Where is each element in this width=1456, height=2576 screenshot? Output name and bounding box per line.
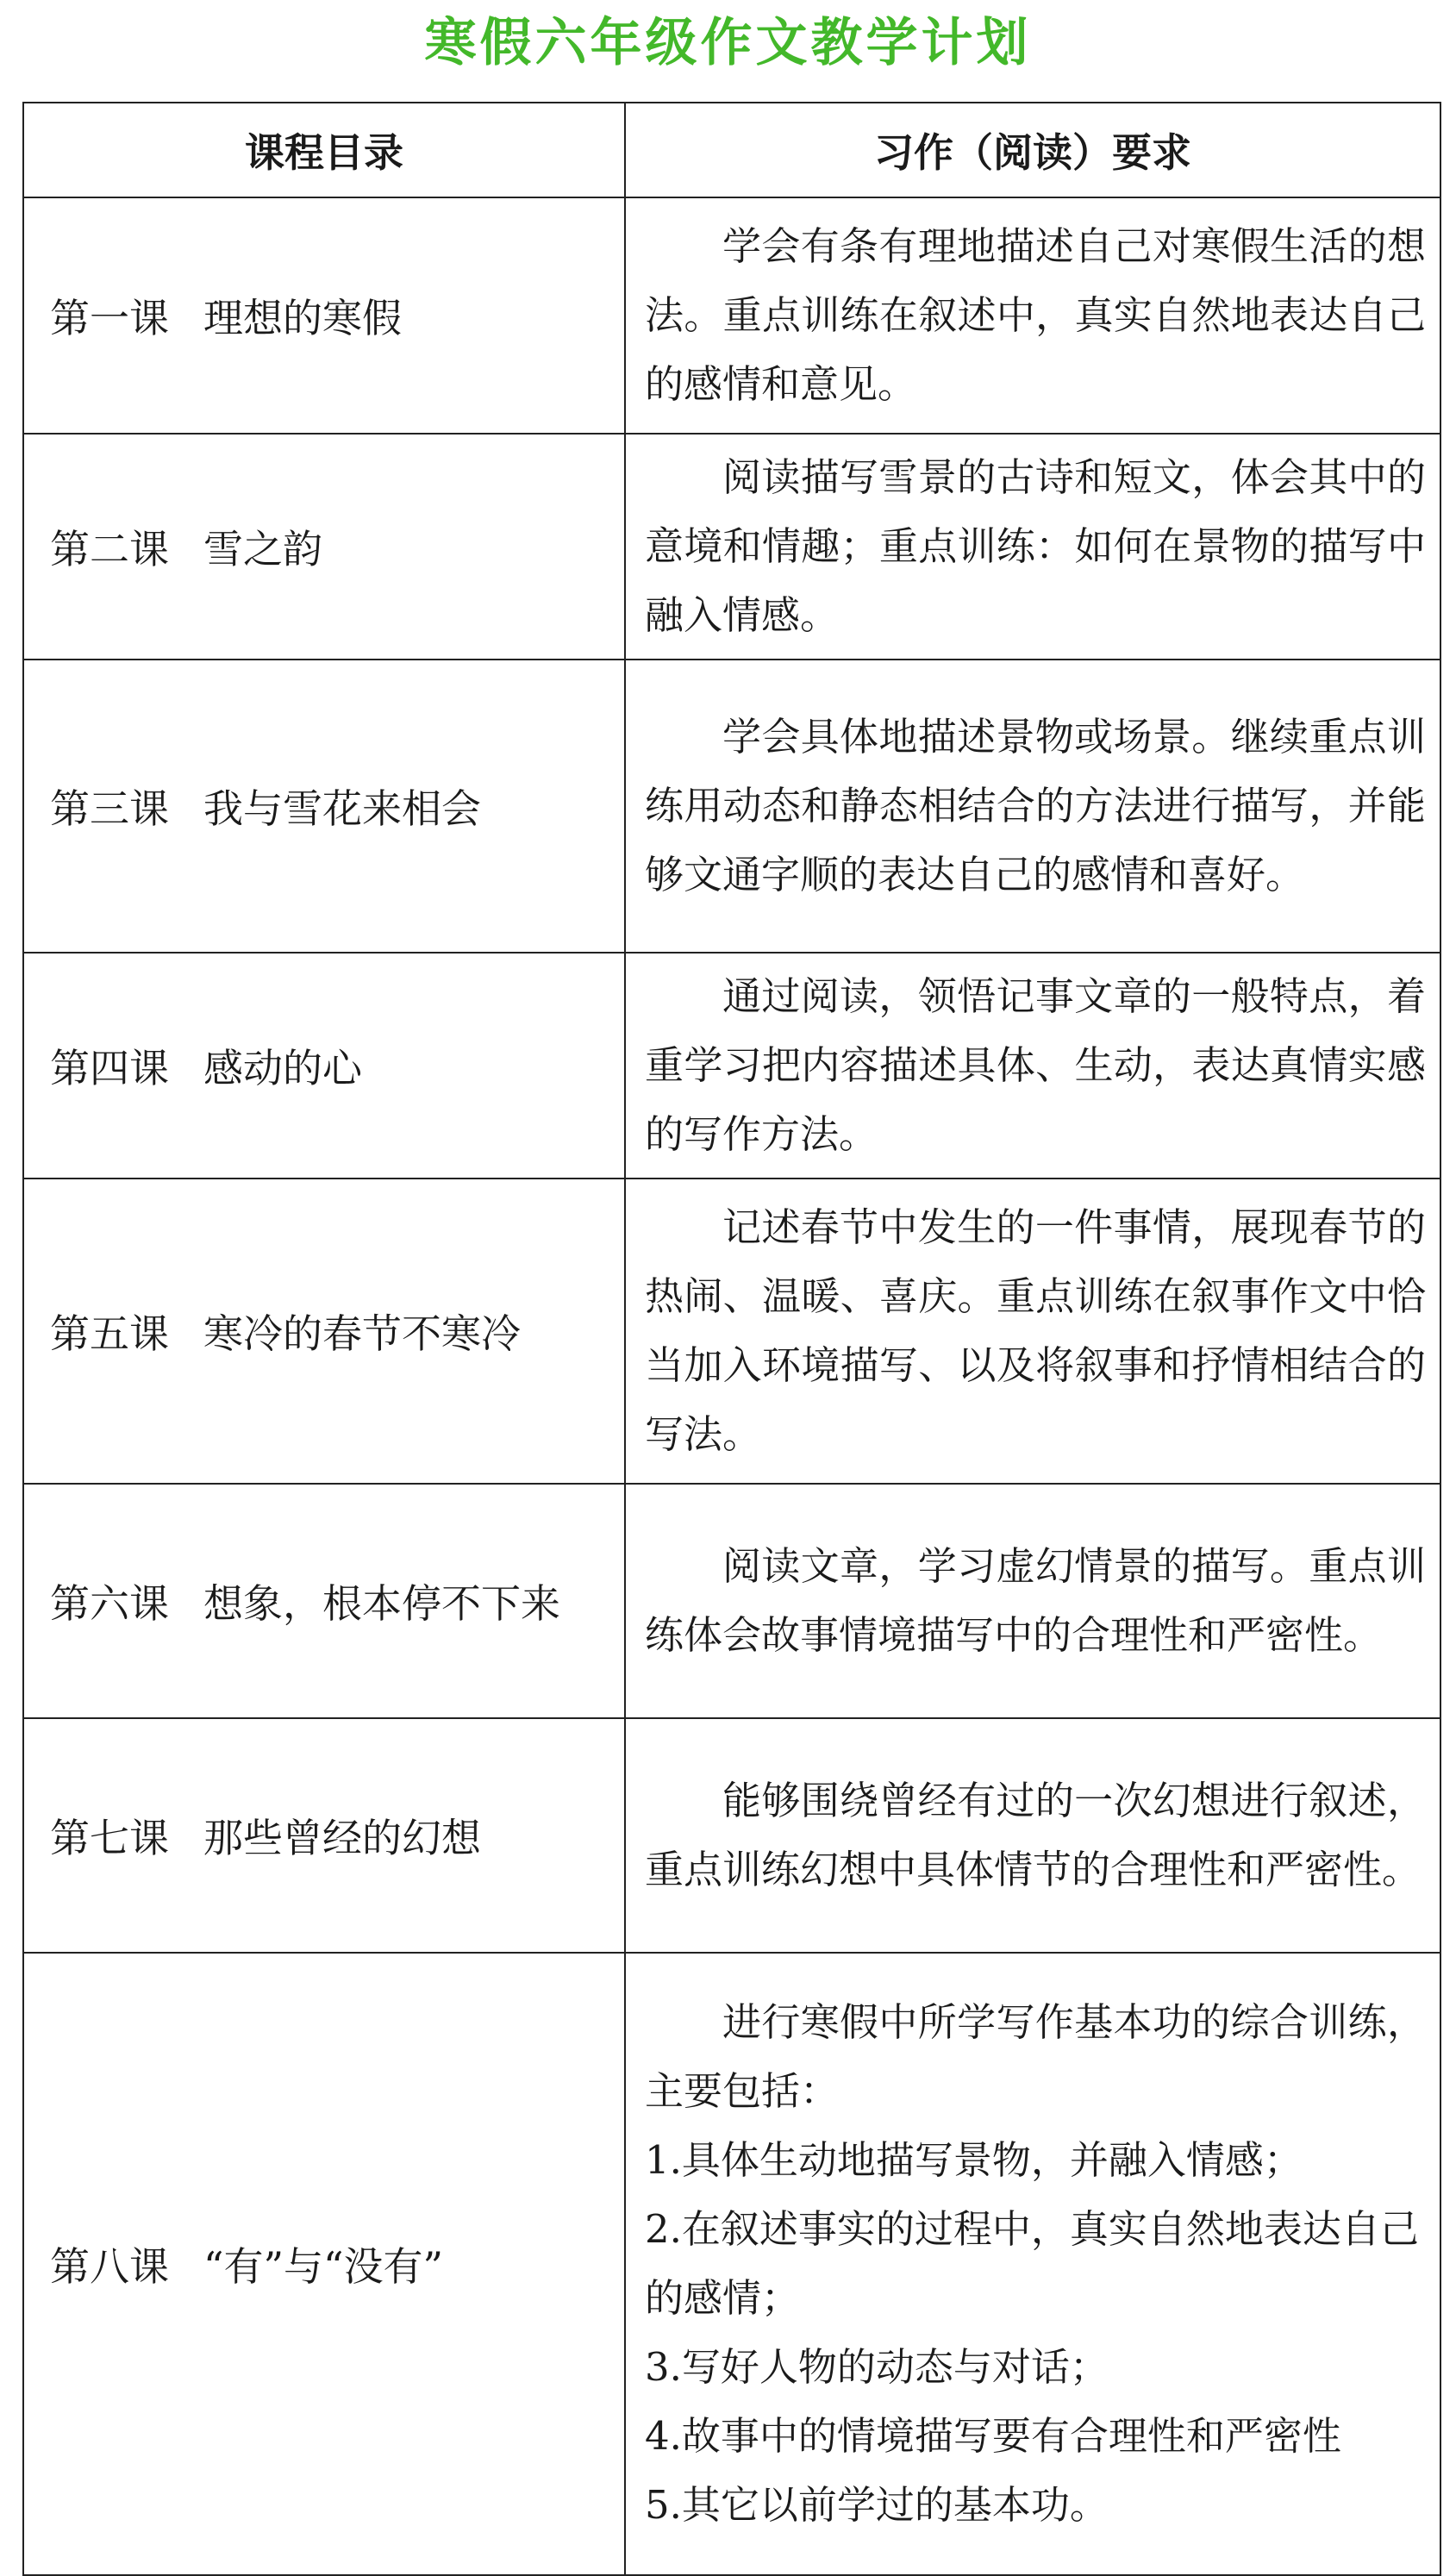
lesson-cell	[23, 660, 625, 953]
table-header-row	[23, 103, 1440, 197]
lesson-topic: 寒冷的春节不寒冷	[203, 1310, 521, 1357]
requirement-cell	[625, 1484, 1440, 1718]
requirement-cell	[625, 197, 1440, 434]
column-header-lesson: 课程目录	[23, 103, 625, 197]
lesson-topic: 那些曾经的幻想	[203, 1815, 481, 1861]
lesson-number: 第五课	[50, 1310, 169, 1357]
column-header-requirement: 习作（阅读）要求	[625, 103, 1440, 197]
requirement-cell	[625, 953, 1440, 1179]
table-row	[23, 1179, 1440, 1484]
table-row	[23, 434, 1440, 660]
table-row	[23, 953, 1440, 1179]
lesson-cell	[23, 1484, 625, 1718]
table-row	[23, 1953, 1440, 2575]
requirement-text: 阅读文章，学习虚幻情景的描写。重点训练体会故事情境描写中的合理性和严密性。	[645, 1543, 1426, 1658]
requirement-cell	[625, 1179, 1440, 1484]
lesson-topic: “有”与“没有”	[203, 2243, 444, 2290]
requirement-cell	[625, 1718, 1440, 1953]
lesson-number: 第七课	[50, 1815, 169, 1861]
table-row	[23, 197, 1440, 434]
table-row	[23, 1718, 1440, 1953]
lesson-number: 第一课	[50, 295, 169, 341]
lesson-topic: 理想的寒假	[203, 295, 402, 341]
table-row	[23, 1484, 1440, 1718]
lesson-cell	[23, 1718, 625, 1953]
lesson-topic: 雪之韵	[203, 526, 322, 572]
list-item: 3.写好人物的动态与对话；	[645, 2344, 1109, 2390]
lesson-plan-table	[22, 102, 1441, 2576]
lesson-cell	[23, 1179, 625, 1484]
lesson-cell	[23, 197, 625, 434]
lesson-number: 第八课	[50, 2243, 169, 2290]
requirement-text: 阅读描写雪景的古诗和短文，体会其中的意境和情趣；重点训练：如何在景物的描写中融入情感。	[645, 454, 1426, 638]
lesson-cell	[23, 1953, 625, 2575]
requirement-text: 进行寒假中所学写作基本功的综合训练，主要包括：	[645, 1999, 1426, 2114]
requirement-text: 学会具体地描述景物或场景。继续重点训练用动态和静态相结合的方法进行描写，并能够文通字顺的表达自己的感情和喜好。	[645, 714, 1426, 897]
requirement-cell	[625, 660, 1440, 953]
lesson-cell	[23, 953, 625, 1179]
list-item: 4.故事中的情境描写要有合理性和严密性	[645, 2413, 1341, 2459]
list-item: 1.具体生动地描写景物，并融入情感；	[645, 2137, 1303, 2183]
page-title: 寒假六年级作文教学计划	[424, 13, 1032, 73]
skill-list	[645, 2126, 1426, 2540]
requirement-text: 能够围绕曾经有过的一次幻想进行叙述，重点训练幻想中具体情节的合理性和严密性。	[645, 1778, 1426, 1892]
requirement-text: 记述春节中发生的一件事情，展现春节的热闹、温暖、喜庆。重点训练在叙事作文中恰当加入环境描写、以及将叙事和抒情相结合的写法。	[645, 1204, 1426, 1457]
list-item: 2.在叙述事实的过程中，真实自然地表达自己的感情；	[645, 2206, 1419, 2321]
lesson-number: 第三课	[50, 785, 169, 832]
lesson-number: 第二课	[50, 526, 169, 572]
lesson-topic: 我与雪花来相会	[203, 785, 481, 832]
lesson-number: 第六课	[50, 1580, 169, 1627]
lesson-topic: 感动的心	[203, 1045, 362, 1091]
requirement-text: 通过阅读，领悟记事文章的一般特点，着重学习把内容描述具体、生动，表达真情实感的写作方法。	[645, 973, 1426, 1157]
requirement-text: 学会有条有理地描述自己对寒假生活的想法。重点训练在叙述中，真实自然地表达自己的感情和意见。	[645, 223, 1426, 407]
lesson-topic: 想象，根本停不下来	[203, 1580, 560, 1627]
lesson-number: 第四课	[50, 1045, 169, 1091]
requirement-cell	[625, 434, 1440, 660]
list-item: 5.其它以前学过的基本功。	[645, 2482, 1109, 2528]
requirement-cell	[625, 1953, 1440, 2575]
table-row	[23, 660, 1440, 953]
lesson-cell	[23, 434, 625, 660]
